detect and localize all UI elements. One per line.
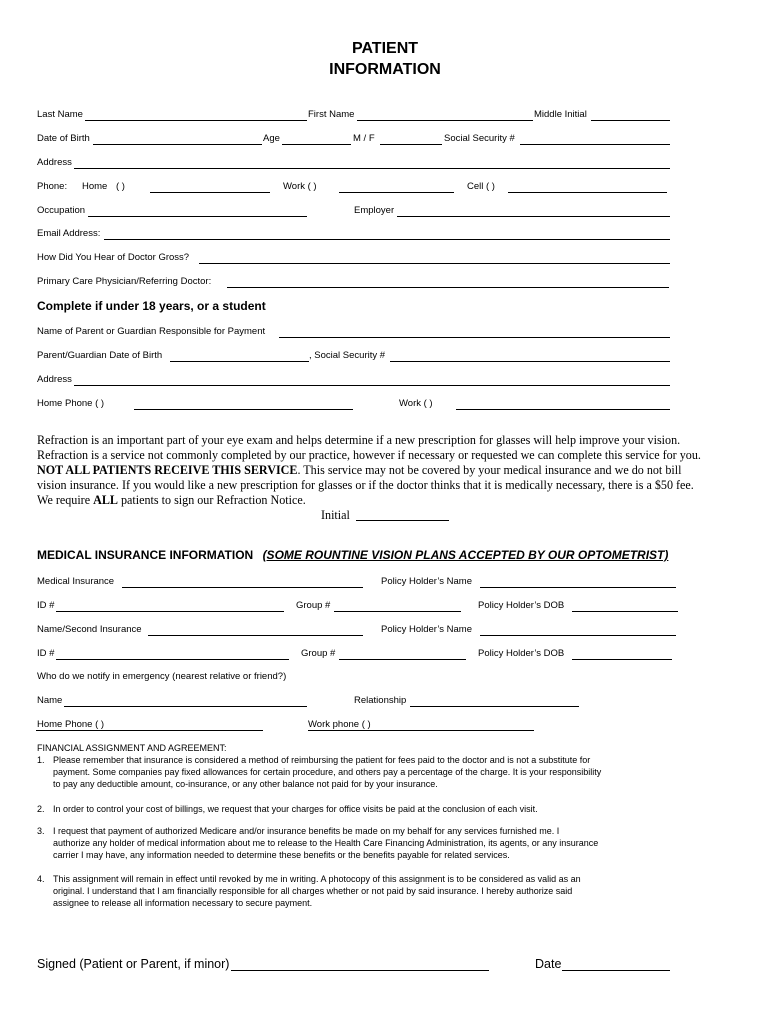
email-label: Email Address:: [37, 228, 101, 239]
financial-item-line: to pay any deductible amount, co-insurance, or any other balance not paid for by your insurance.: [53, 779, 438, 789]
first-name-label: First Name: [308, 109, 355, 120]
policy-holder-dob-2-field[interactable]: [572, 659, 672, 660]
primary-care-physician-field[interactable]: [227, 287, 669, 288]
phone-label: Phone:: [37, 181, 68, 192]
guardian-address-field[interactable]: [74, 385, 670, 386]
financial-item-line: In order to control your cost of billings, we request that your charges for office visits be paid at the conclusion of each visit.: [53, 804, 538, 814]
guardian-ssn-field[interactable]: [390, 361, 670, 362]
policy-holder-name-field[interactable]: [480, 587, 676, 588]
insurance-id-label: ID #: [37, 600, 55, 611]
financial-item-text: [53, 825, 673, 861]
address-field[interactable]: [74, 168, 670, 169]
signature-field[interactable]: [231, 970, 489, 971]
refraction-bold-notice: NOT ALL PATIENTS RECEIVE THIS SERVICE: [37, 463, 298, 477]
medical-insurance-field[interactable]: [122, 587, 363, 588]
employer-field[interactable]: [397, 216, 670, 217]
guardian-home-phone-label: Home Phone ( ): [37, 398, 105, 409]
financial-item-text: [53, 754, 673, 790]
group-field[interactable]: [334, 611, 461, 612]
guardian-dob-label: Parent/Guardian Date of Birth: [37, 350, 163, 361]
emergency-work-phone-label: Work phone ( ): [308, 719, 371, 730]
referral-source-field[interactable]: [199, 263, 670, 264]
dob-label: Date of Birth: [37, 133, 90, 144]
policy-holder-dob-field[interactable]: [572, 611, 678, 612]
guardian-address-label: Address: [37, 374, 72, 385]
medical-insurance-label: Medical Insurance: [37, 576, 115, 587]
date-field[interactable]: [562, 970, 670, 971]
first-name-field[interactable]: [357, 120, 533, 121]
email-field[interactable]: [104, 239, 670, 240]
middle-initial-label: Middle Initial: [534, 109, 587, 120]
emergency-name-label: Name: [37, 695, 63, 706]
work-phone-label: Work ( ): [283, 181, 317, 192]
guardian-home-phone-field[interactable]: [134, 409, 353, 410]
form-title-line1: PATIENT: [351, 40, 419, 57]
financial-item-line: I request that payment of authorized Medicare and/or insurance benefits be made on my behalf for any services furnished me. I: [53, 826, 560, 836]
guardian-ssn-label: , Social Security #: [309, 350, 386, 361]
refraction-initial-label: Initial: [321, 508, 350, 522]
home-phone-area: ( ): [116, 181, 125, 192]
refraction-initial-field[interactable]: [356, 520, 449, 521]
emergency-work-phone-field[interactable]: [308, 730, 534, 731]
refraction-line-4: vision insurance. If you would like a new prescription for glasses or if the doctor thinks that it is medically necessary, there is a $50 fee.: [37, 478, 694, 492]
ssn-field[interactable]: [520, 144, 670, 145]
insurance-heading: MEDICAL INSURANCE INFORMATION: [37, 548, 254, 562]
refraction-line-3-rest: . This service may not be covered by your medical insurance and we do not bill: [297, 463, 682, 477]
last-name-field[interactable]: [85, 120, 307, 121]
financial-item-line: carrier I may have, any information needed to determine these benefits or the benefits payable for related services.: [53, 850, 510, 860]
relationship-field[interactable]: [410, 706, 579, 707]
insurance-section-heading: [37, 548, 668, 562]
policy-holder-name-2-field[interactable]: [480, 635, 676, 636]
work-phone-field[interactable]: [339, 192, 454, 193]
emergency-home-phone-label: Home Phone ( ): [37, 719, 105, 730]
relationship-label: Relationship: [354, 695, 407, 706]
financial-item-line: payment. Some companies pay fixed allowances for certain procedure, and others pay a percentage of the charge. It is your responsibility: [53, 767, 602, 777]
sex-label: M / F: [353, 133, 375, 144]
sex-field[interactable]: [380, 144, 442, 145]
second-insurance-field[interactable]: [148, 635, 363, 636]
insurance-id-2-field[interactable]: [56, 659, 289, 660]
refraction-line-3: [37, 463, 737, 478]
financial-item-text: [53, 803, 673, 815]
referral-source-label: How Did You Hear of Doctor Gross?: [37, 252, 190, 263]
emergency-contact-question: Who do we notify in emergency (nearest relative or friend?): [37, 671, 287, 682]
financial-item-number: 2.: [37, 804, 45, 814]
refraction-line-5-a: We require: [37, 493, 94, 507]
policy-holder-name-2-label: Policy Holder’s Name: [381, 624, 472, 635]
policy-holder-name-label: Policy Holder’s Name: [381, 576, 472, 587]
signature-label: Signed (Patient or Parent, if minor): [37, 957, 230, 971]
date-label: Date: [535, 957, 562, 971]
refraction-all: ALL: [93, 493, 118, 507]
financial-item-number: 4.: [37, 874, 45, 884]
minor-section-heading: Complete if under 18 years, or a student: [37, 299, 266, 313]
insurance-id-2-label: ID #: [37, 648, 55, 659]
form-title-line2: INFORMATION: [329, 61, 441, 78]
refraction-line-2: Refraction is a service not commonly completed by our practice, however if necessary or requested we can complete this service for you.: [37, 448, 701, 462]
age-field[interactable]: [282, 144, 351, 145]
refraction-line-5-b: patients to sign our Refraction Notice.: [117, 493, 306, 507]
policy-holder-dob-2-label: Policy Holder’s DOB: [478, 648, 565, 659]
refraction-notice: [37, 433, 737, 508]
guardian-work-phone-field[interactable]: [456, 409, 670, 410]
dob-field[interactable]: [93, 144, 262, 145]
financial-item-line: original. I understand that I am financially responsible for all charges whether or not paid by said insurance. I hereby authorize said: [53, 886, 573, 896]
second-insurance-label: Name/Second Insurance: [37, 624, 142, 635]
refraction-line-5: [37, 493, 737, 508]
financial-heading: FINANCIAL ASSIGNMENT AND AGREEMENT:: [37, 743, 227, 753]
occupation-field[interactable]: [88, 216, 307, 217]
insurance-id-field[interactable]: [56, 611, 284, 612]
home-phone-field[interactable]: [150, 192, 270, 193]
age-label: Age: [263, 133, 280, 144]
address-label: Address: [37, 157, 72, 168]
group-2-label: Group #: [301, 648, 336, 659]
financial-item-number: 3.: [37, 826, 45, 836]
refraction-line-1: Refraction is an important part of your eye exam and helps determine if a new prescription for glasses will help improve your vision.: [37, 433, 681, 447]
emergency-name-field[interactable]: [64, 706, 307, 707]
middle-initial-field[interactable]: [591, 120, 670, 121]
primary-care-physician-label: Primary Care Physician/Referring Doctor:: [37, 276, 212, 287]
guardian-work-phone-label: Work ( ): [399, 398, 433, 409]
last-name-label: Last Name: [37, 109, 83, 120]
group-2-field[interactable]: [339, 659, 466, 660]
emergency-home-phone-field[interactable]: [36, 730, 263, 731]
financial-item-number: 1.: [37, 755, 45, 765]
guardian-name-label: Name of Parent or Guardian Responsible for Payment: [37, 326, 266, 337]
employer-label: Employer: [354, 205, 395, 216]
financial-item-line: This assignment will remain in effect until revoked by me in writing. A photocopy of this assignment is to be considered as valid as an: [53, 874, 581, 884]
guardian-name-field[interactable]: [279, 337, 670, 338]
guardian-dob-field[interactable]: [170, 361, 309, 362]
financial-item-line: Please remember that insurance is considered a method of reimbursing the patient for fees paid to the doctor and is not a substitute for: [53, 755, 591, 765]
home-phone-label: Home: [82, 181, 108, 192]
ssn-label: Social Security #: [444, 133, 515, 144]
financial-item-line: assignee to release all information necessary to secure payment.: [53, 898, 313, 908]
group-label: Group #: [296, 600, 331, 611]
financial-item-line: authorize any holder of medical information about me to release to the Health Care Financing Administration, its agents, or any insurance: [53, 838, 599, 848]
insurance-heading-note: (SOME ROUNTINE VISION PLANS ACCEPTED BY OUR OPTOMETRIST): [262, 548, 669, 562]
cell-phone-field[interactable]: [508, 192, 667, 193]
financial-item-text: [53, 873, 673, 909]
cell-phone-label: Cell ( ): [467, 181, 495, 192]
policy-holder-dob-label: Policy Holder’s DOB: [478, 600, 565, 611]
occupation-label: Occupation: [37, 205, 86, 216]
